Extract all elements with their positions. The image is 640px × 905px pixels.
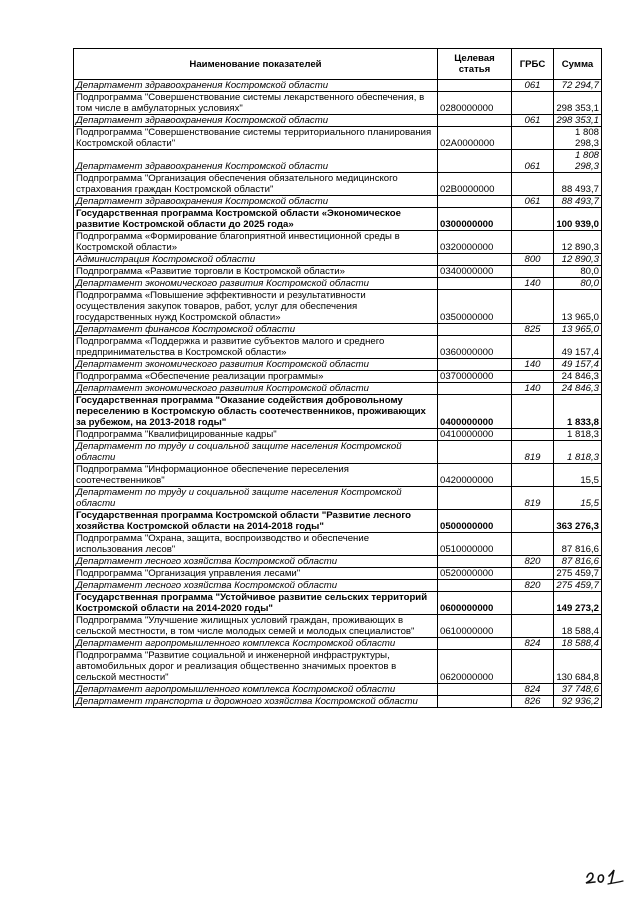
table-header-row — [74, 49, 602, 80]
table-body — [74, 80, 602, 708]
table-row — [74, 395, 602, 429]
cell-sum: 13 965,0 — [554, 324, 602, 336]
table-row — [74, 650, 602, 684]
cell-sum: 72 294,7 — [554, 80, 602, 92]
cell-grbs — [512, 336, 554, 359]
cell-sum: 1 808 298,3 — [554, 150, 602, 173]
table-row — [74, 150, 602, 173]
cell-sum: 92 936,2 — [554, 696, 602, 708]
cell-sum: 18 588,4 — [554, 615, 602, 638]
cell-name: Подпрограмма «Поддержка и развитие субъектов малого и среднего предпринимательства в Костромской области» — [74, 336, 438, 359]
cell-code: 0410000000 — [438, 429, 512, 441]
cell-name: Подпрограмма "Развитие социальной и инженерной инфраструктуры, автомобильных дорог и реализация общественно значимых проектов в сельской местности" — [74, 650, 438, 684]
cell-code: 0280000000 — [438, 92, 512, 115]
table-row — [74, 115, 602, 127]
cell-code: 02В0000000 — [438, 173, 512, 196]
cell-name: Подпрограмма "Совершенствование системы лекарственного обеспечения, в том числе в амбулаторных условиях" — [74, 92, 438, 115]
table-row — [74, 580, 602, 592]
table-row — [74, 278, 602, 290]
cell-sum: 1 808 298,3 — [554, 127, 602, 150]
cell-sum: 80,0 — [554, 266, 602, 278]
cell-code — [438, 80, 512, 92]
cell-sum: 87 816,6 — [554, 533, 602, 556]
cell-grbs — [512, 395, 554, 429]
cell-code — [438, 150, 512, 173]
document-page — [73, 48, 601, 708]
table-row — [74, 359, 602, 371]
cell-code: 0320000000 — [438, 231, 512, 254]
table-row — [74, 196, 602, 208]
budget-table — [73, 48, 602, 708]
table-row — [74, 92, 602, 115]
cell-code: 0420000000 — [438, 464, 512, 487]
cell-sum: 80,0 — [554, 278, 602, 290]
cell-code — [438, 580, 512, 592]
cell-grbs — [512, 92, 554, 115]
cell-name: Государственная программа "Устойчивое развитие сельских территорий Костромской области на 2014-2020 годы" — [74, 592, 438, 615]
table-row — [74, 371, 602, 383]
cell-name: Подпрограмма "Информационное обеспечение переселения соотечественников" — [74, 464, 438, 487]
cell-sum: 88 493,7 — [554, 173, 602, 196]
cell-name: Департамент транспорта и дорожного хозяйства Костромской области — [74, 696, 438, 708]
table-row — [74, 684, 602, 696]
table-row — [74, 592, 602, 615]
table-row — [74, 173, 602, 196]
cell-grbs: 140 — [512, 383, 554, 395]
cell-sum: 100 939,0 — [554, 208, 602, 231]
cell-sum: 1 818,3 — [554, 429, 602, 441]
cell-name: Департамент экономического развития Костромской области — [74, 278, 438, 290]
cell-name: Подпрограмма «Развитие торговли в Костромской области» — [74, 266, 438, 278]
cell-name: Подпрограмма "Организация обеспечения обязательного медицинского страхования граждан Костромской области" — [74, 173, 438, 196]
cell-grbs: 826 — [512, 696, 554, 708]
cell-grbs — [512, 510, 554, 533]
cell-name: Подпрограмма "Квалифицированные кадры" — [74, 429, 438, 441]
cell-name: Департамент лесного хозяйства Костромской области — [74, 580, 438, 592]
table-row — [74, 464, 602, 487]
header-code: Целевая статья — [438, 49, 512, 80]
cell-sum: 1 833,8 — [554, 395, 602, 429]
cell-grbs — [512, 371, 554, 383]
cell-name: Подпрограмма «Формирование благоприятной инвестиционной среды в Костромской области» — [74, 231, 438, 254]
cell-name: Подпрограмма "Организация управления лесами" — [74, 568, 438, 580]
table-row — [74, 336, 602, 359]
cell-sum: 15,5 — [554, 487, 602, 510]
cell-code: 0370000000 — [438, 371, 512, 383]
cell-sum: 298 353,1 — [554, 92, 602, 115]
table-row — [74, 383, 602, 395]
cell-grbs — [512, 533, 554, 556]
cell-code: 0360000000 — [438, 336, 512, 359]
cell-grbs: 140 — [512, 359, 554, 371]
cell-code: 0500000000 — [438, 510, 512, 533]
cell-grbs — [512, 208, 554, 231]
cell-code — [438, 254, 512, 266]
cell-grbs: 819 — [512, 487, 554, 510]
table-row — [74, 208, 602, 231]
cell-name: Департамент здравоохранения Костромской области — [74, 80, 438, 92]
cell-sum: 275 459,7 — [554, 568, 602, 580]
cell-code — [438, 383, 512, 395]
cell-code: 0620000000 — [438, 650, 512, 684]
cell-name: Департамент здравоохранения Костромской области — [74, 196, 438, 208]
table-row — [74, 266, 602, 278]
cell-name: Департамент здравоохранения Костромской области — [74, 150, 438, 173]
cell-code — [438, 696, 512, 708]
cell-code — [438, 278, 512, 290]
cell-code — [438, 487, 512, 510]
cell-code: 0350000000 — [438, 290, 512, 324]
cell-code: 0340000000 — [438, 266, 512, 278]
cell-name: Государственная программа "Оказание содействия добровольному переселению в Костромскую область соотечественников, проживающих за рубежом, на 2013-2018 годы" — [74, 395, 438, 429]
cell-name: Департамент агропромышленного комплекса Костромской области — [74, 638, 438, 650]
cell-grbs: 061 — [512, 80, 554, 92]
cell-name: Департамент лесного хозяйства Костромской области — [74, 556, 438, 568]
table-row — [74, 696, 602, 708]
cell-sum: 12 890,3 — [554, 254, 602, 266]
cell-name: Департамент здравоохранения Костромской области — [74, 115, 438, 127]
cell-code — [438, 441, 512, 464]
table-row — [74, 429, 602, 441]
cell-name: Администрация Костромской области — [74, 254, 438, 266]
cell-name: Департамент финансов Костромской области — [74, 324, 438, 336]
cell-grbs — [512, 650, 554, 684]
cell-name: Подпрограмма "Совершенствование системы территориального планирования Костромской области" — [74, 127, 438, 150]
cell-grbs — [512, 592, 554, 615]
cell-grbs: 825 — [512, 324, 554, 336]
cell-grbs: 061 — [512, 150, 554, 173]
table-row — [74, 441, 602, 464]
cell-code — [438, 556, 512, 568]
cell-sum: 363 276,3 — [554, 510, 602, 533]
header-name: Наименование показателей — [74, 49, 438, 80]
table-row — [74, 290, 602, 324]
table-row — [74, 510, 602, 533]
cell-code — [438, 638, 512, 650]
cell-code — [438, 684, 512, 696]
table-row — [74, 231, 602, 254]
cell-grbs: 061 — [512, 115, 554, 127]
cell-name: Государственная программа Костромской области «Экономическое развитие Костромской области до 2025 года» — [74, 208, 438, 231]
header-grbs: ГРБС — [512, 49, 554, 80]
cell-name: Департамент по труду и социальной защите населения Костромской области — [74, 487, 438, 510]
cell-name: Департамент агропромышленного комплекса Костромской области — [74, 684, 438, 696]
cell-grbs: 820 — [512, 580, 554, 592]
cell-grbs — [512, 231, 554, 254]
cell-name: Подпрограмма "Улучшение жилищных условий граждан, проживающих в сельской местности, в том числе молодых семей и молодых специалистов" — [74, 615, 438, 638]
cell-sum: 149 273,2 — [554, 592, 602, 615]
cell-sum: 13 965,0 — [554, 290, 602, 324]
cell-grbs: 819 — [512, 441, 554, 464]
cell-sum: 18 588,4 — [554, 638, 602, 650]
cell-sum: 275 459,7 — [554, 580, 602, 592]
cell-sum: 1 818,3 — [554, 441, 602, 464]
cell-sum: 130 684,8 — [554, 650, 602, 684]
cell-code: 0300000000 — [438, 208, 512, 231]
table-row — [74, 487, 602, 510]
cell-sum: 12 890,3 — [554, 231, 602, 254]
cell-grbs: 140 — [512, 278, 554, 290]
table-row — [74, 80, 602, 92]
cell-grbs — [512, 266, 554, 278]
header-sum: Сумма — [554, 49, 602, 80]
cell-sum: 24 846,3 — [554, 383, 602, 395]
cell-name: Подпрограмма «Повышение эффективности и результативности осуществления закупок товаров, работ, услуг для обеспечения государственных нужд Костромской области» — [74, 290, 438, 324]
cell-name: Департамент экономического развития Костромской области — [74, 383, 438, 395]
cell-grbs — [512, 173, 554, 196]
table-row — [74, 127, 602, 150]
cell-sum: 37 748,6 — [554, 684, 602, 696]
cell-code — [438, 324, 512, 336]
cell-name: Подпрограмма "Охрана, защита, воспроизводство и обеспечение использования лесов" — [74, 533, 438, 556]
cell-code: 0520000000 — [438, 568, 512, 580]
cell-grbs: 820 — [512, 556, 554, 568]
cell-code — [438, 359, 512, 371]
cell-code: 0610000000 — [438, 615, 512, 638]
cell-sum: 49 157,4 — [554, 359, 602, 371]
cell-name: Департамент экономического развития Костромской области — [74, 359, 438, 371]
cell-code: 0400000000 — [438, 395, 512, 429]
cell-grbs: 824 — [512, 638, 554, 650]
cell-code — [438, 196, 512, 208]
cell-code: 02А0000000 — [438, 127, 512, 150]
cell-grbs — [512, 568, 554, 580]
table-row — [74, 324, 602, 336]
cell-grbs — [512, 615, 554, 638]
cell-code: 0600000000 — [438, 592, 512, 615]
table-row — [74, 638, 602, 650]
cell-sum: 88 493,7 — [554, 196, 602, 208]
cell-name: Государственная программа Костромской области "Развитие лесного хозяйства Костромской области на 2014-2018 годы" — [74, 510, 438, 533]
table-row — [74, 533, 602, 556]
cell-grbs — [512, 290, 554, 324]
cell-sum: 15,5 — [554, 464, 602, 487]
cell-code — [438, 115, 512, 127]
table-row — [74, 615, 602, 638]
cell-sum: 298 353,1 — [554, 115, 602, 127]
cell-name: Подпрограмма «Обеспечение реализации программы» — [74, 371, 438, 383]
handwritten-page-number — [583, 862, 625, 886]
cell-grbs — [512, 127, 554, 150]
cell-sum: 49 157,4 — [554, 336, 602, 359]
cell-sum: 24 846,3 — [554, 371, 602, 383]
cell-grbs — [512, 464, 554, 487]
cell-grbs: 824 — [512, 684, 554, 696]
table-row — [74, 568, 602, 580]
cell-name: Департамент по труду и социальной защите населения Костромской области — [74, 441, 438, 464]
cell-code: 0510000000 — [438, 533, 512, 556]
cell-grbs: 061 — [512, 196, 554, 208]
cell-grbs — [512, 429, 554, 441]
table-row — [74, 254, 602, 266]
table-row — [74, 556, 602, 568]
cell-grbs: 800 — [512, 254, 554, 266]
cell-sum: 87 816,6 — [554, 556, 602, 568]
